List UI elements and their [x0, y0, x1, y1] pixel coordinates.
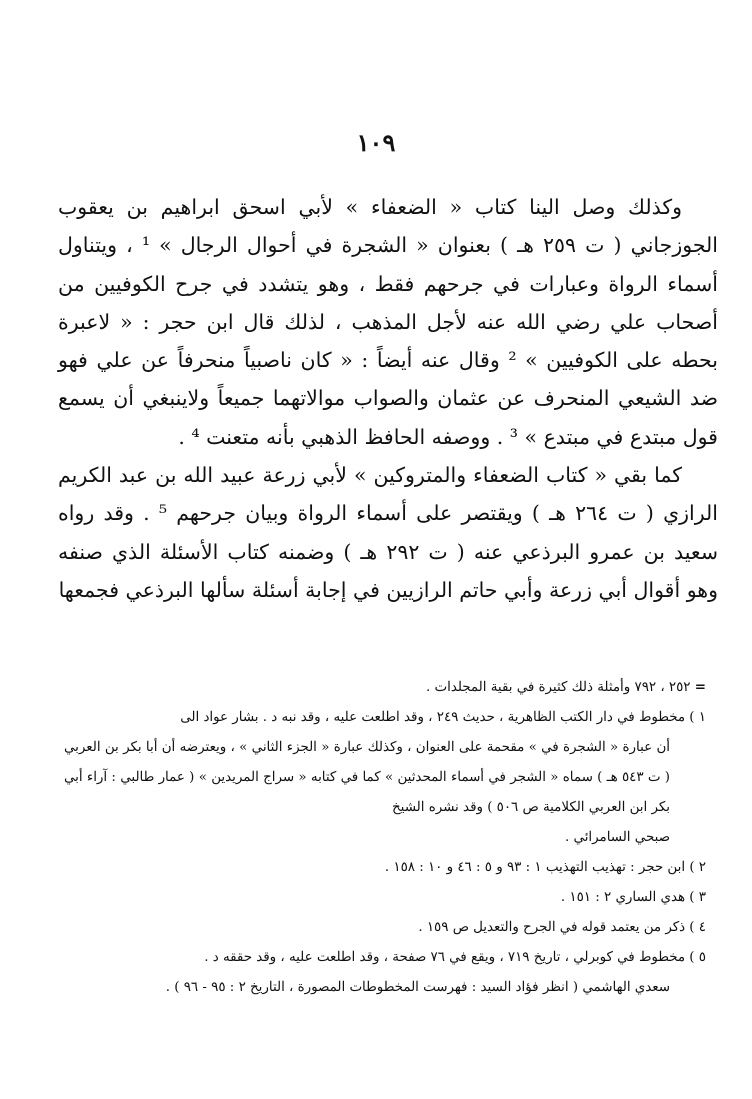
footnote-5-last-line: سعدي الهاشمي ( انظر فؤاد السيد : فهرست المخطوطات المصورة ، التاريخ ٢ : ٩٥ - ٩٦ ) .: [165, 980, 670, 995]
footnote-3: ٣ ) هدي الساري ٢ : ١٥١ .: [560, 890, 706, 905]
paragraph-jawzajani: وكذلك وصل الينا كتاب « الضعفاء » لأبي اسحق ابراهيم بن يعقوب الجوزجاني ( ت ٢٥٩ هـ ) بعنوان « الشجرة في أحوال الرجال » ¹ ، ويتناول أسماء الرواة وعبارات في جرحهم فقط ، وهو يتشدد في جرح الكوفيين من أصحاب علي رضي الله عنه لأجل المذهب ، لذلك قال ابن حجر : « لاعبرة بحطه على الكوفيين » ² وقال عنه أيضاً : « كان ناصبياً منحرفاً عن علي فهو ضد الشيعي المنحرف عن عثمان والصواب موالاتهما جميعاً ولاينبغي أن يسمع قول مبتدع في مبتدع » ³ . ووصفه الحافظ الذهبي بأنه متعنت ⁴ .: [58, 195, 718, 449]
footnote-1-first-line: ١ ) مخطوط في دار الكتب الظاهرية ، حديث ٢٤٩ ، وقد اطلعت عليه ، وقد نبه د . بشار عواد الى: [180, 710, 706, 725]
footnote-1-body: أن عبارة « الشجرة في » مقحمة على العنوان ، وكذلك عبارة « الجزء الثاني » ، ويعترضه أن أبا بكر بن العربي ( ت ٥٤٣ هـ ) سماه « الشجر في أسماء المحدثين » كما في كتابه « سراج المريدين » ( عمار طالبي : آراء أبي بكر ابن العربي الكلامية ص ٥٠٦ ) وقد نشره الشيخ: [64, 740, 670, 815]
footnote-5-first-line: ٥ ) مخطوط في كوبرلي ، تاريخ ٧١٩ ، ويقع في ٧٦ صفحة ، وقد اطلعت عليه ، وقد حققه د .: [204, 950, 706, 965]
footnotes: [64, 672, 706, 1003]
page-number: ١٠٩: [356, 128, 396, 157]
footnote-4: ٤ ) ذكر من يعتمد قوله في الجرح والتعديل ص ١٥٩ .: [418, 920, 706, 935]
footnote-1-last-line: صبحي السامرائي .: [565, 830, 670, 845]
footnote-continuation: [64, 672, 706, 703]
continuation-mark: =: [694, 679, 706, 695]
paragraph-abu-zura: كما بقي « كتاب الضعفاء والمتروكين » لأبي زرعة عبيد الله بن عبد الكريم الرازي ( ت ٢٦٤ هـ ) ويقتصر على أسماء الرواة وبيان جرحهم ⁵ . وقد رواه سعيد بن عمرو البرذعي عنه ( ت ٢٩٢ هـ ) وضمنه كتاب الأسئلة الذي صنفه وهو أقوال أبي زرعة وأبي حاتم الرازيين في إجابة أسئلة سألها البرذعي فجمعها: [58, 463, 719, 602]
continuation-text: ٢٥٢ ، ٧٩٢ وأمثلة ذلك كثيرة في بقية المجلدات .: [425, 680, 691, 695]
main-text: [58, 188, 718, 609]
footnote-2: ٢ ) ابن حجر : تهذيب التهذيب ١ : ٩٣ و ٥ : ٤٦ و ١٠ : ١٥٨ .: [384, 860, 706, 875]
